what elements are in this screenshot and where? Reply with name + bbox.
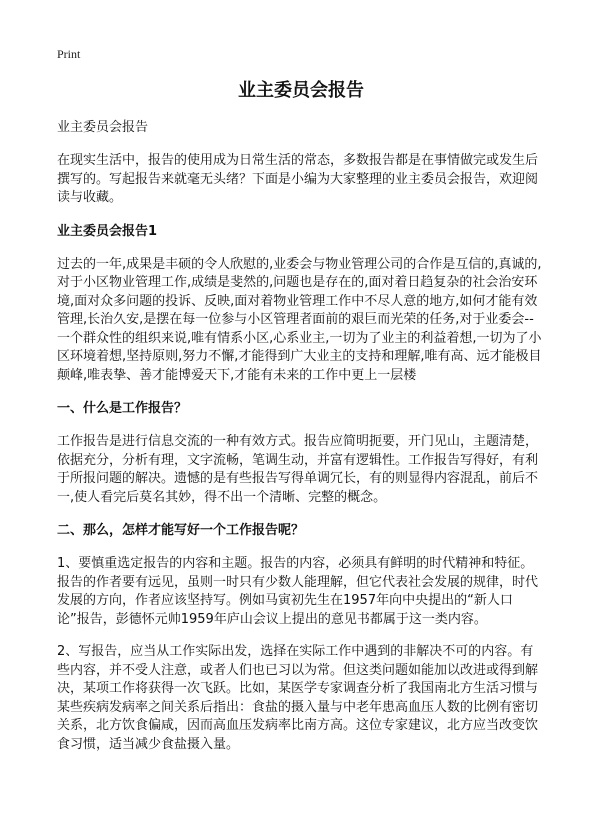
document-subtitle: 业主委员会报告 [57, 120, 149, 135]
section-paragraph-how-to-write-2: 2、写报告，应当从工作实际出发，选择在实际工作中遇到的非解决不可的内容。有些内容，并不受人注意，或者人们也已习以为常。但这类问题如能加以改进或得到解决，某项工作将获得一次飞跃。比如，某医学专家调查分析了我国南北方生活习惯与某些疾病发病率之间关系后指出：食盐的摄入量与中老年患高血压人数的比例有密切关系，北方饮食偏咸，因而高血压发病率比南方高。这位专家建议，北方应当改变饮食习惯，适当减少食盐摄入量。 [57, 644, 539, 752]
section-paragraph-report-1: 过去的一年,成果是丰硕的令人欣慰的,业委会与物业管理公司的合作是互信的,真诚的,对于小区物业管理工作,成绩是斐然的,问题也是存在的,面对着日趋复杂的社会治安环境,面对众多问题的投诉、反映,面对着物业管理工作中不尽人意的地方,如何才能有效管理,长治久安,是摆在每一位参与小区管理者面前的艰巨而光荣的任务,对于业委会--一个群众性的组织来说,唯有情系小区,心系业主,一切为了业主的利益着想,一切为了小区环境着想,坚持原则,努力不懈,才能得到广大业主的支持和理解,唯有高、远才能极目颠峰,唯表挚、善才能博爱天下,才能有未来的工作中更上一层楼 [57, 256, 542, 383]
section-heading-how-to-write: 二、那么，怎样才能写好一个工作报告呢？ [57, 523, 305, 538]
section-heading-report-1: 业主委员会报告1 [57, 223, 158, 239]
document-page [57, 78, 545, 768]
document-title: 业主委员会报告 [238, 80, 364, 101]
section-heading-what-is-report: 一、什么是工作报告？ [57, 401, 188, 416]
section-paragraph-how-to-write-1: 1、要慎重选定报告的内容和主题。报告的内容，必须具有鲜明的时代精神和特征。报告的作者要有远见，虽则一时只有少数人能理解，但它代表社会发展的规律，时代发展的方向，作者应该坚持写。例如马寅初先生在1957年向中央提出的“新人口论”报告，彭德怀元帅1959年庐山会议上提出的意见书都属于这一类内容。 [57, 556, 539, 627]
intro-paragraph: 在现实生活中，报告的使用成为日常生活的常态，多数报告都是在事情做完或发生后撰写的。写起报告来就毫无头绪？下面是小编为大家整理的业主委员会报告，欢迎阅读与收藏。 [57, 153, 539, 205]
section-paragraph-what-is-report: 工作报告是进行信息交流的一种有效方式。报告应简明扼要，开门见山，主题清楚，依据充分，分析有理，文字流畅，笔调生动，并富有逻辑性。工作报告写得好，有利于所报问题的解决。遗憾的是有些报告写得单调冗长，有的则显得内容混乱，前后不一,使人看完后莫名其妙，得不出一个清晰、完整的概念。 [57, 434, 539, 505]
print-link[interactable]: Print [57, 47, 81, 61]
